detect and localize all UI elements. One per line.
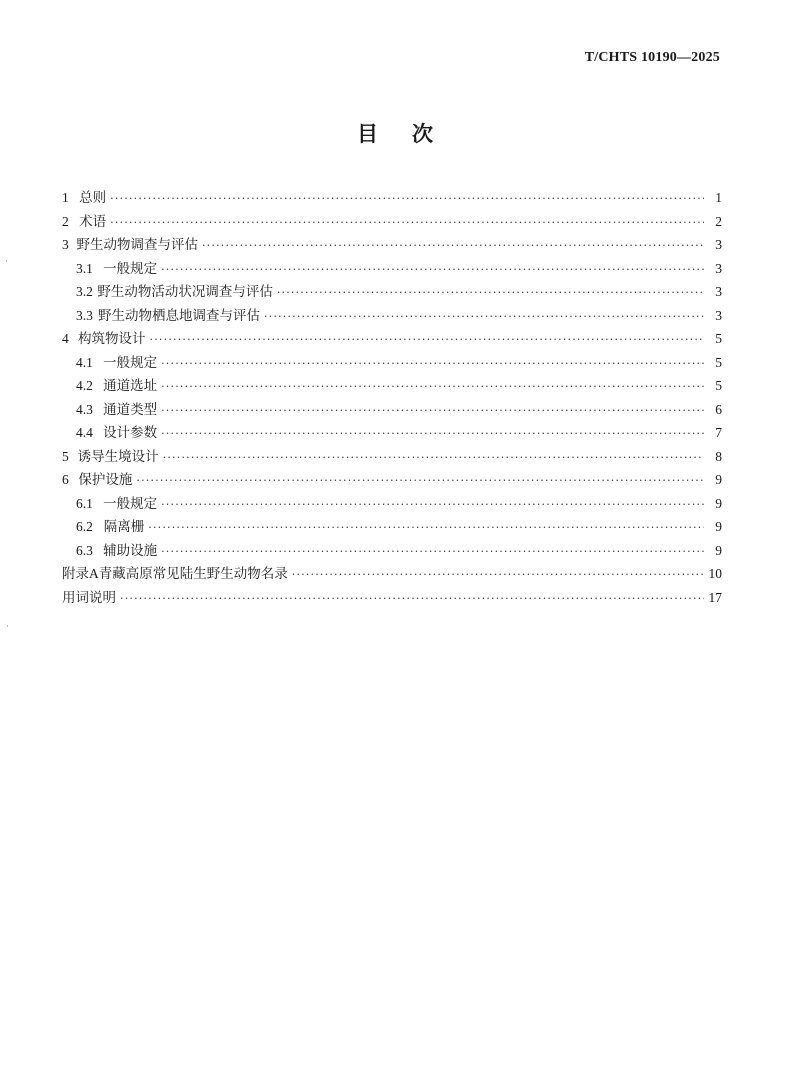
toc-entry-page: 5 [715,378,722,393]
toc-entry-label: 保护设施 [78,472,133,488]
toc-entry[interactable] [62,186,722,210]
toc-entry-number: 6 [62,472,69,487]
toc-subentry[interactable] [62,304,722,328]
toc-entry-number: 附录A [62,566,99,581]
toc-entry-number: 4 [62,331,69,346]
toc-entry-number: 6.1 [76,495,93,511]
toc-entry-number: 3.3 [76,307,93,323]
toc-entry-number: 6.2 [76,519,93,534]
toc-entry-page: 1 [715,190,722,205]
toc-entry[interactable] [62,445,722,469]
toc-subentry[interactable] [62,492,722,516]
toc-entry-number: 1 [62,190,69,205]
toc-entry-page: 9 [715,542,722,558]
toc-entry-label: 通道选址 [103,378,158,394]
toc-entry-number: 3.1 [76,260,93,276]
toc-leader-dots [202,234,704,258]
toc-entry-label: 辅助设施 [103,542,158,559]
title-char-2: 次 [412,122,433,146]
toc-entry-label: 野生动物栖息地调查与评估 [97,307,260,324]
toc-entry-label: 青藏高原常见陆生野生动物名录 [98,566,288,582]
toc-terms-entry[interactable] [62,586,722,610]
toc-subentry[interactable] [62,398,722,422]
toc-entry-page: 8 [715,448,722,464]
toc-entry-page: 3 [715,237,722,252]
toc-leader-dots [161,258,704,282]
toc-subentry[interactable] [62,257,722,281]
toc-entry-label: 通道类型 [103,401,158,418]
toc-leader-dots [292,563,704,587]
toc-leader-dots [161,540,704,564]
toc-entry-page: 9 [715,472,722,487]
toc-entry-number: 4.3 [76,401,93,417]
toc-entry-page: 3 [715,307,722,323]
scan-specks [6,240,8,640]
toc-subentry[interactable] [62,374,722,398]
title-char-1: 目 [357,122,378,146]
toc-entry-page: 6 [715,401,722,417]
toc-entry-number: 4.1 [76,354,93,370]
toc-entry-label: 野生动物调查与评估 [76,237,199,253]
toc-entry-label: 用词说明 [62,589,116,606]
toc-entry-page: 10 [708,566,722,581]
toc-entry-number: 3.2 [76,284,93,299]
toc-subentry[interactable] [62,351,722,375]
toc-entry-label: 隔离栅 [103,519,145,535]
standard-code: T/CHTS 10190—2025 [584,50,720,65]
toc-entry-page: 2 [715,213,722,229]
toc-leader-dots [161,493,704,517]
toc-leader-dots [264,305,704,329]
toc-entry-label: 野生动物活动状况调查与评估 [97,284,273,300]
toc-subentry[interactable] [62,539,722,563]
toc-entry-page: 9 [715,495,722,511]
toc-entry-page: 5 [715,354,722,370]
toc-leader-dots [277,281,704,305]
toc-leader-dots [110,211,704,235]
toc-entry-label: 构筑物设计 [78,331,146,347]
toc-leader-dots [150,328,704,352]
toc-entry-page: 5 [715,331,722,346]
toc-entry-label: 一般规定 [103,495,158,512]
toc-entry-label: 总则 [79,190,107,206]
toc-entry-number: 4.4 [76,425,93,440]
toc-entry-number: 3 [62,237,69,252]
toc-subentry[interactable] [62,421,722,445]
toc-entry-label: 诱导生境设计 [77,448,159,465]
toc-entry[interactable] [62,210,722,234]
toc-leader-dots [161,352,704,376]
toc-entry-label: 一般规定 [103,354,158,371]
toc-leader-dots [161,422,704,446]
toc-entry-page: 9 [715,519,722,534]
toc-entry[interactable] [62,327,722,351]
toc-leader-dots [120,587,704,611]
toc-entry[interactable] [62,468,722,492]
toc-leader-dots [110,187,704,211]
toc-subentry[interactable] [62,280,722,304]
toc-appendix-entry[interactable] [62,562,722,586]
toc-leader-dots [163,446,704,470]
toc-entry-page: 3 [715,284,722,299]
toc-entry-label: 设计参数 [103,425,158,441]
page-title [0,118,790,148]
toc-entry-label: 一般规定 [103,260,158,277]
toc-entry-label: 术语 [79,213,107,230]
toc-leader-dots [148,516,704,540]
toc-leader-dots [161,399,704,423]
toc-entry-number: 5 [62,448,69,464]
toc-leader-dots [161,375,704,399]
toc-entry-number: 4.2 [76,378,93,393]
toc-subentry[interactable] [62,515,722,539]
toc-entry[interactable] [62,233,722,257]
toc-entry-page: 7 [715,425,722,440]
table-of-contents [62,186,722,609]
toc-entry-number: 6.3 [76,542,93,558]
toc-entry-number: 2 [62,213,69,229]
toc-entry-page: 3 [715,260,722,276]
toc-leader-dots [136,469,704,493]
toc-entry-page: 17 [708,589,722,605]
